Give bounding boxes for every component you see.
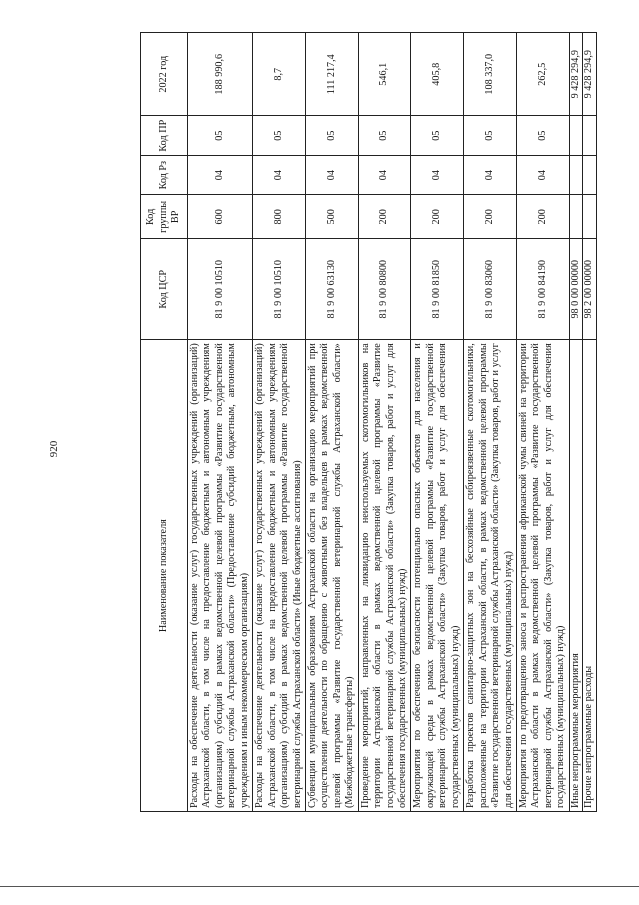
row-csr: 98 0 00 00000 bbox=[569, 239, 582, 340]
row-rz: 04 bbox=[188, 155, 253, 194]
row-csr: 81 9 00 10510 bbox=[188, 239, 253, 340]
row-pr: 05 bbox=[411, 116, 464, 155]
header-rz: Код Рз bbox=[141, 155, 188, 194]
row-pr: 05 bbox=[188, 116, 253, 155]
row-pr: 05 bbox=[516, 116, 569, 155]
row-rz: 04 bbox=[516, 155, 569, 194]
row-pr: 05 bbox=[253, 116, 306, 155]
row-vr: 200 bbox=[516, 195, 569, 239]
row-name: Субвенции муниципальным образованиям Астраханской области на организацию мероприятий при осуществлении деятельности по обращению с животными без владельцев в рамках ведомственной целевой программы «Развитие государственной ветеринарной службы Астраханской области» (Межбюджетные трансферты) bbox=[305, 340, 358, 812]
table-row bbox=[411, 33, 464, 812]
row-value: 9 428 294,9 bbox=[569, 33, 582, 116]
row-rz bbox=[583, 155, 596, 194]
row-name: Разработка проектов санитарно-защитных зон на бесхозяйные сибиреязвенные скотомогильники, расположенные на территории Астраханской области, в рамках ведомственной целевой программы «Развитие государственной ветеринарной службы Астраханской области» (Закупка товаров, работ и услуг для обеспечения государственных (муниципальных) нужд) bbox=[464, 340, 517, 812]
row-value: 188 990,6 bbox=[188, 33, 253, 116]
row-value: 405,8 bbox=[411, 33, 464, 116]
row-csr: 81 9 00 83060 bbox=[464, 239, 517, 340]
row-name: Прочие непрограммные расходы bbox=[583, 340, 596, 812]
row-vr: 200 bbox=[464, 195, 517, 239]
row-value: 111 217,4 bbox=[305, 33, 358, 116]
row-csr: 81 9 00 84190 bbox=[516, 239, 569, 340]
row-pr bbox=[583, 116, 596, 155]
budget-table bbox=[140, 32, 597, 812]
row-name: Мероприятия по обеспечению безопасности потенциально опасных объектов для населения и окружающей среды в рамках ведомственной целевой программы «Развитие государственной ветеринарной службы Астраханской области» (Закупка товаров, работ и услуг для обеспечения государственных (муниципальных) нужд) bbox=[411, 340, 464, 812]
row-vr: 800 bbox=[253, 195, 306, 239]
table-row bbox=[358, 33, 411, 812]
row-value: 8,7 bbox=[253, 33, 306, 116]
rotated-table-frame bbox=[140, 32, 610, 812]
row-vr: 500 bbox=[305, 195, 358, 239]
header-pr: Код ПР bbox=[141, 116, 188, 155]
row-pr bbox=[569, 116, 582, 155]
row-csr: 81 9 00 81850 bbox=[411, 239, 464, 340]
row-value: 9 428 294,9 bbox=[583, 33, 596, 116]
row-name: Иные непрограммные мероприятия bbox=[569, 340, 582, 812]
row-rz: 04 bbox=[358, 155, 411, 194]
row-vr: 200 bbox=[358, 195, 411, 239]
row-name: Расходы на обеспечение деятельности (оказание услуг) государственных учреждений (организаций) Астраханской области, в том числе на предоставление бюджетным и автономным учреждениям (организациям) субсидий в рамках ведомственной целевой программы «Развитие государственной ветеринарной службы Астраханской области» (Предоставление субсидий бюджетным, автономным учреждениям и иным некоммерческим организациям) bbox=[188, 340, 253, 812]
row-vr bbox=[583, 195, 596, 239]
header-vr: Код группы ВР bbox=[141, 195, 188, 239]
row-rz: 04 bbox=[411, 155, 464, 194]
table-sheet bbox=[140, 32, 610, 812]
page-number: 920 bbox=[48, 440, 60, 458]
table-row bbox=[253, 33, 306, 812]
row-csr: 81 9 00 10510 bbox=[253, 239, 306, 340]
row-pr: 05 bbox=[358, 116, 411, 155]
row-value: 546,1 bbox=[358, 33, 411, 116]
scan-edge-line bbox=[0, 886, 639, 887]
header-name: Наименование показателя bbox=[141, 340, 188, 812]
row-rz: 04 bbox=[464, 155, 517, 194]
row-pr: 05 bbox=[464, 116, 517, 155]
table-row bbox=[569, 33, 582, 812]
row-name: Проведение мероприятий, направленных на ликвидацию неиспользуемых скотомогильников на территории Астраханской области в рамках ведомственной целевой программы «Развитие государственной ветеринарной службы Астраханской области» (Закупка товаров, работ и услуг для обеспечения государственных (муниципальных) нужд) bbox=[358, 340, 411, 812]
row-pr: 05 bbox=[305, 116, 358, 155]
row-rz: 04 bbox=[305, 155, 358, 194]
table-row bbox=[464, 33, 517, 812]
row-csr: 81 9 00 63130 bbox=[305, 239, 358, 340]
row-value: 108 337,0 bbox=[464, 33, 517, 116]
table-row bbox=[188, 33, 253, 812]
row-name: Мероприятия по предотвращению заноса и распространения африканской чумы свиней на территории Астраханской области в рамках ведомственной целевой программы «Развитие государственной ветеринарной службы Астраханской области» (Закупка товаров, работ и услуг для обеспечения государственных (муниципальных) нужд) bbox=[516, 340, 569, 812]
table-header-row bbox=[141, 33, 188, 812]
row-value: 262,5 bbox=[516, 33, 569, 116]
table-row bbox=[516, 33, 569, 812]
table-row bbox=[583, 33, 596, 812]
row-rz: 04 bbox=[253, 155, 306, 194]
row-vr: 200 bbox=[411, 195, 464, 239]
row-rz bbox=[569, 155, 582, 194]
table-row bbox=[305, 33, 358, 812]
header-year: 2022 год bbox=[141, 33, 188, 116]
row-vr bbox=[569, 195, 582, 239]
header-csr: Код ЦСР bbox=[141, 239, 188, 340]
row-csr: 98 2 00 00000 bbox=[583, 239, 596, 340]
row-name: Расходы на обеспечение деятельности (оказание услуг) государственных учреждений (организаций) Астраханской области, в том числе на предоставление бюджетным и автономным учреждениям (организациям) субсидий в рамках ведомственной целевой программы «Развитие государственной ветеринарной службы Астраханской области» (Иные бюджетные ассигнования) bbox=[253, 340, 306, 812]
row-vr: 600 bbox=[188, 195, 253, 239]
row-csr: 81 9 00 80800 bbox=[358, 239, 411, 340]
